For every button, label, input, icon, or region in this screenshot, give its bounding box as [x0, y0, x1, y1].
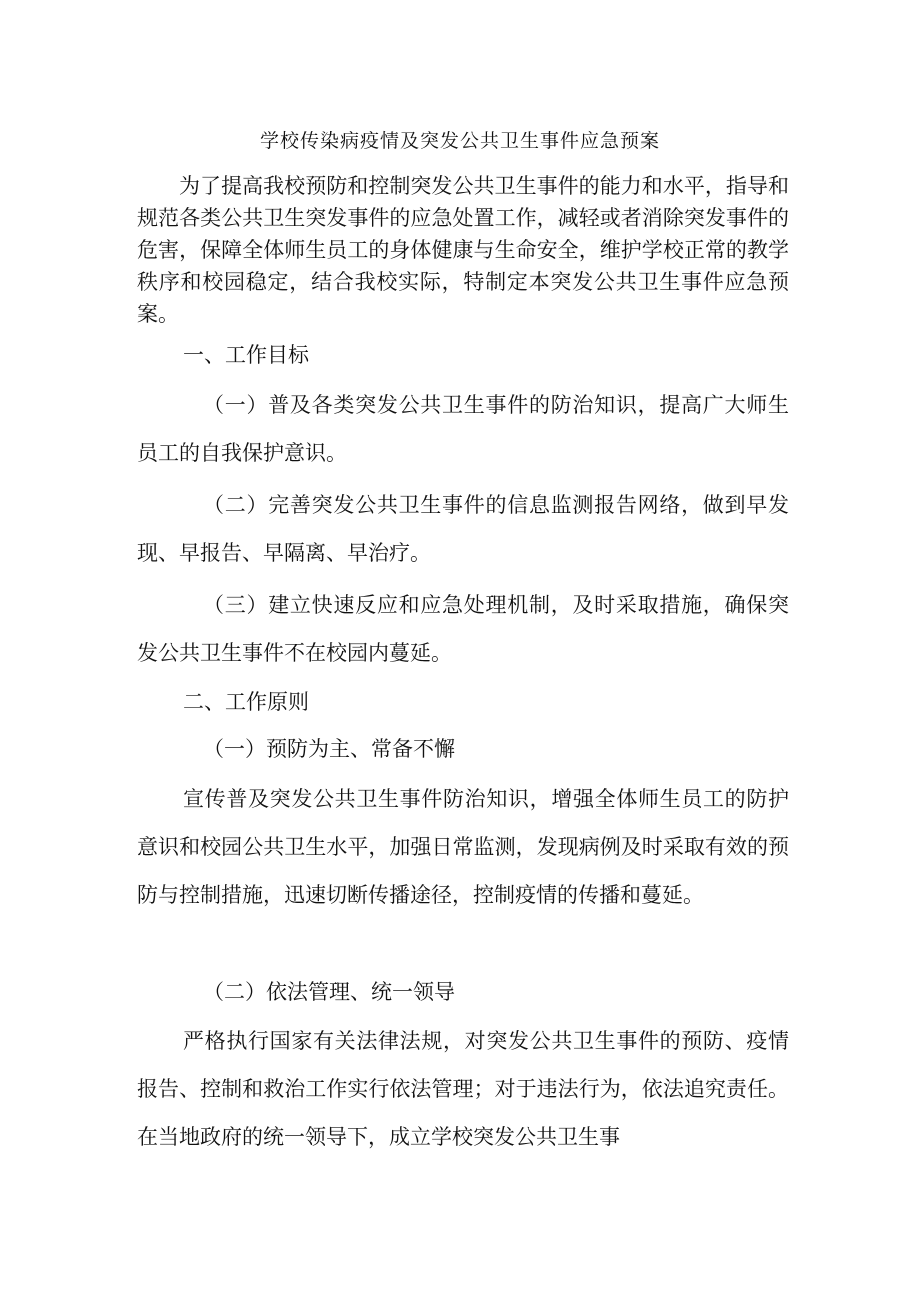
- section-heading-principles: 二、工作原则: [183, 690, 309, 714]
- principle-1-heading: （一）预防为主、常备不懈: [203, 737, 455, 761]
- goal-item-3: （三）建立快速反应和应急处理机制，及时采取措施，确保突发公共卫生事件不在校园内蔓延。: [137, 593, 789, 665]
- principle-2-text: 严格执行国家有关法律法规，对突发公共卫生事件的预防、疫情报告、控制和救治工作实行依法管理；对于违法行为，依法追究责任。在当地政府的统一领导下，成立学校突发公共卫生事: [137, 1029, 789, 1149]
- intro-paragraph: 为了提高我校预防和控制突发公共卫生事件的能力和水平，指导和规范各类公共卫生突发事件的应急处置工作，减轻或者消除突发事件的危害，保障全体师生员工的身体健康与生命安全，维护学校正常的教学秩序和校园稳定，结合我校实际，特制定本突发公共卫生事件应急预案。: [137, 174, 789, 326]
- principle-1-text: 宣传普及突发公共卫生事件防治知识，增强全体师生员工的防护意识和校园公共卫生水平，加强日常监测，发现病例及时采取有效的预防与控制措施，迅速切断传播途径，控制疫情的传播和蔓延。: [137, 787, 789, 907]
- principle-2-heading: （二）依法管理、统一领导: [203, 980, 455, 1004]
- section-heading-goals: 一、工作目标: [183, 343, 309, 367]
- goal-item-2: （二）完善突发公共卫生事件的信息监测报告网络，做到早发现、早报告、早隔离、早治疗。: [137, 493, 789, 565]
- document-title: 学校传染病疫情及突发公共卫生事件应急预案: [259, 130, 660, 152]
- goal-item-1: （一）普及各类突发公共卫生事件的防治知识，提高广大师生员工的自我保护意识。: [137, 393, 789, 465]
